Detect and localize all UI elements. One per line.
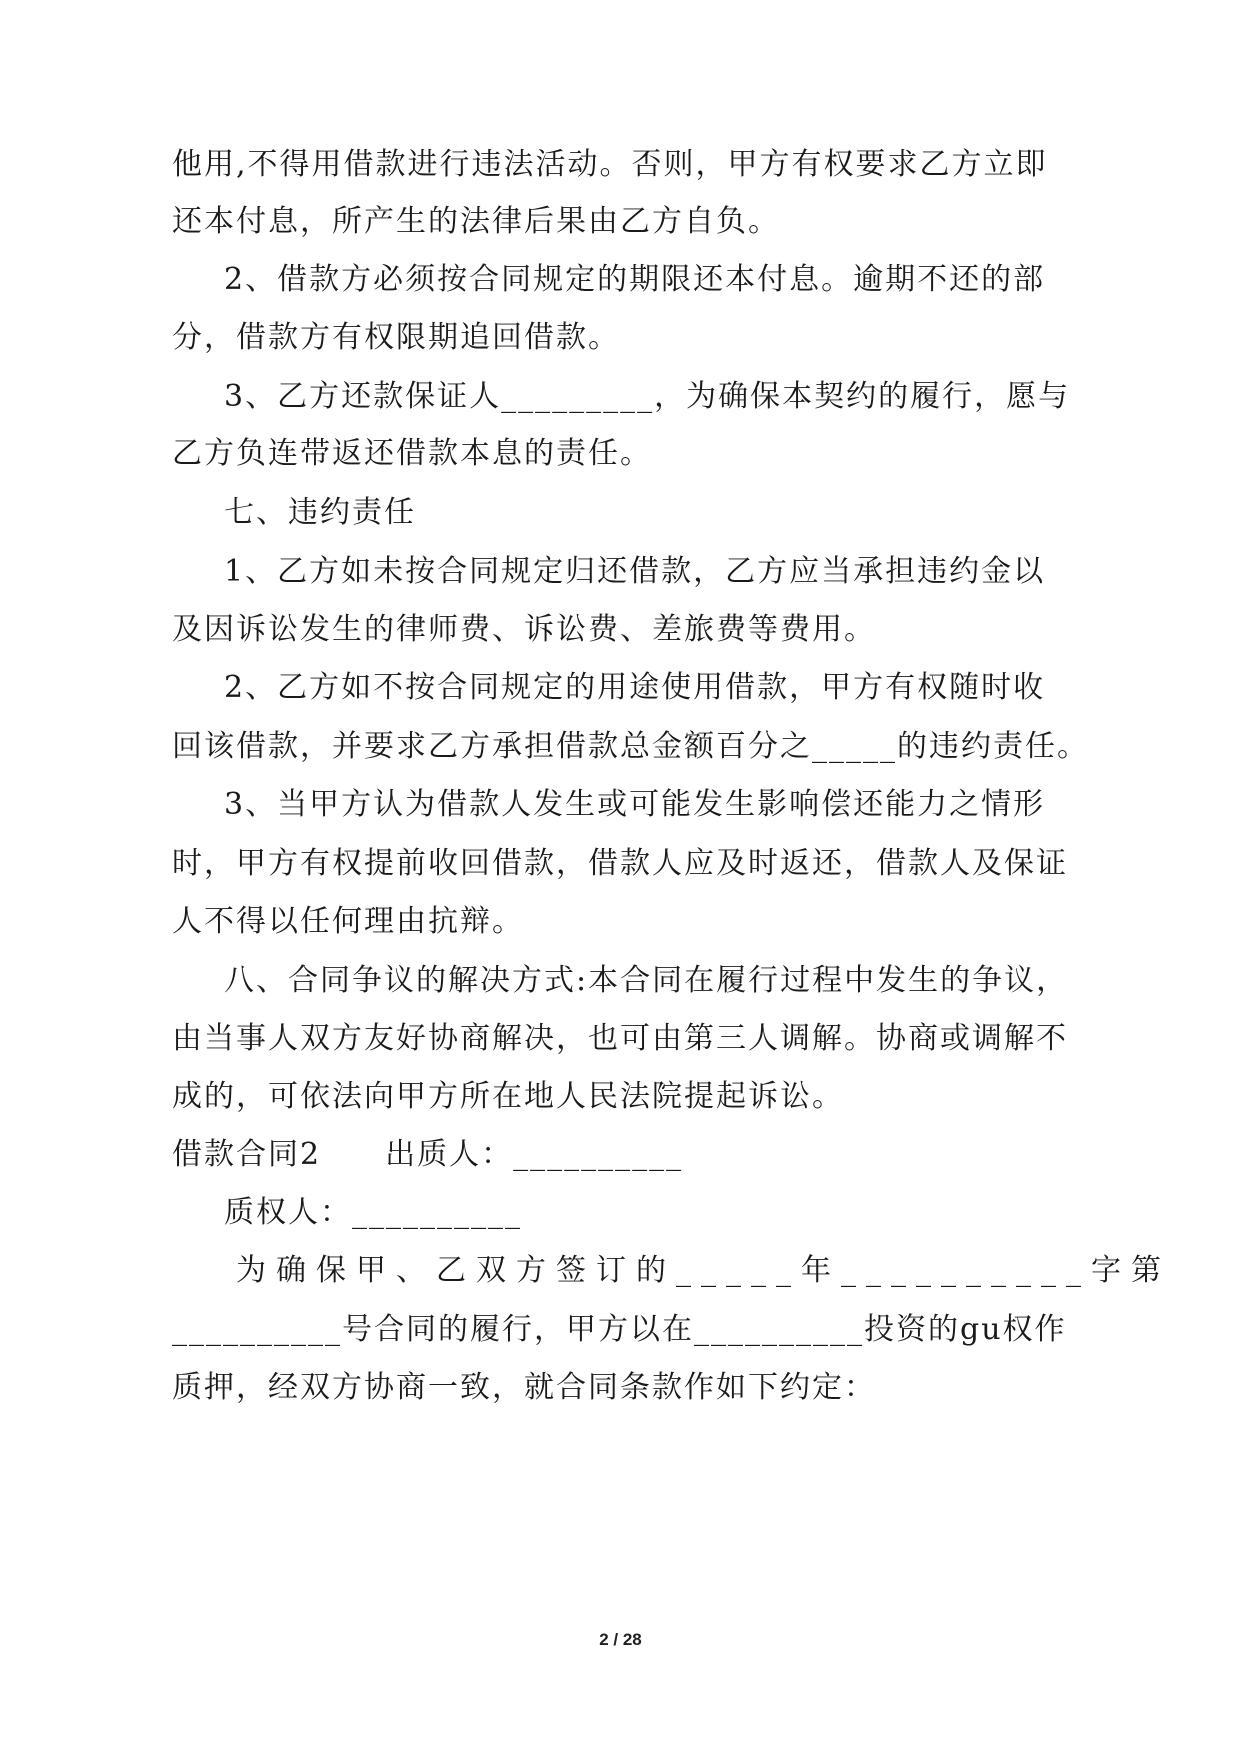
paragraph-line: 2、借款方必须按合同规定的期限还本付息。逾期不还的部 — [224, 262, 1046, 297]
paragraph-line: 由当事人双方友好协商解决，也可由第三人调解。协商或调解不 — [172, 1021, 1068, 1056]
paragraph-line: __________号合同的履行，甲方以在__________投资的gu权作 — [172, 1312, 1067, 1347]
paragraph-line: 他用,不得用借款进行违法活动。否则，甲方有权要求乙方立即 — [172, 147, 1048, 182]
paragraph-line: 2、乙方如不按合同规定的用途使用借款，甲方有权随时收 — [224, 670, 1046, 705]
section-heading: 七、违约责任 — [224, 495, 416, 530]
paragraph-line: 还本付息，所产生的法律后果由乙方自负。 — [172, 204, 780, 239]
page-number: 2 / 28 — [599, 1630, 642, 1649]
paragraph-line: 1、乙方如未按合同规定归还借款，乙方应当承担违约金以 — [224, 554, 1046, 589]
paragraph-line: 3、乙方还款保证人_________，为确保本契约的履行，愿与 — [224, 379, 1071, 414]
paragraph-line: 成的，可依法向甲方所在地人民法院提起诉讼。 — [172, 1079, 844, 1114]
paragraph-line: 乙方负连带返还借款本息的责任。 — [172, 436, 652, 471]
paragraph-line: 分，借款方有权限期追回借款。 — [172, 320, 620, 355]
paragraph-line: 回该借款，并要求乙方承担借款总金额百分之_____的违约责任。 — [172, 729, 1089, 764]
paragraph-line: 3、当甲方认为借款人发生或可能发生影响偿还能力之情形 — [224, 787, 1046, 822]
paragraph-line: 质押，经双方协商一致，就合同条款作如下约定： — [172, 1370, 876, 1405]
paragraph-line: 及因诉讼发生的律师费、诉讼费、差旅费等费用。 — [172, 612, 876, 647]
paragraph-line: 人不得以任何理由抗辩。 — [172, 904, 524, 939]
paragraph-line: 为确保甲、乙双方签订的_____年__________字第 — [236, 1253, 1171, 1288]
paragraph-line: 八、合同争议的解决方式:本合同在履行过程中发生的争议， — [224, 963, 1069, 998]
paragraph-line: 时，甲方有权提前收回借款，借款人应及时返还，借款人及保证 — [172, 846, 1068, 881]
paragraph-line: 质权人：__________ — [224, 1195, 522, 1230]
contract-title-line: 借款合同2 出质人：__________ — [172, 1137, 684, 1172]
